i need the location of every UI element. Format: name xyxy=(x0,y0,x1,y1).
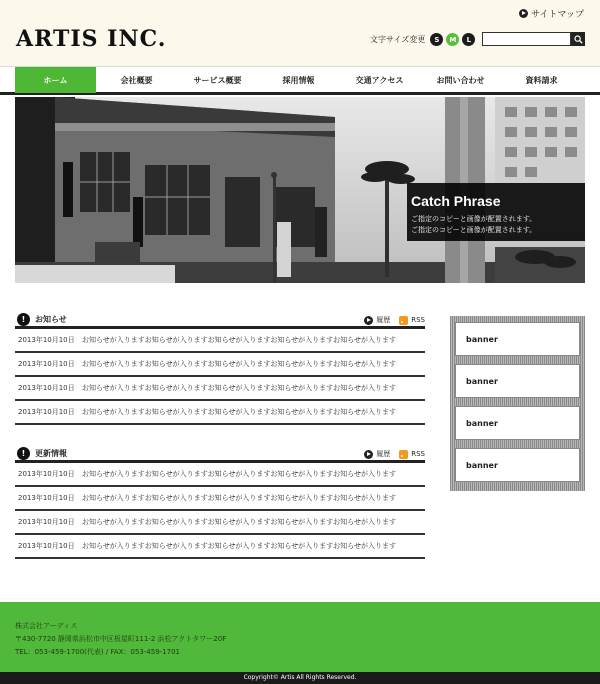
news-date: 2013年10月10日 xyxy=(18,408,75,416)
footer-address: 〒430-7720 静岡県浜松市中区板屋町111-2 浜松アクトタワー20F xyxy=(15,635,227,643)
sidebar-banner-1[interactable]: banner xyxy=(455,322,580,356)
search-button[interactable] xyxy=(571,32,585,46)
search-input[interactable] xyxy=(482,32,571,46)
news-text[interactable]: お知らせが入りますお知らせが入りますお知らせが入りますお知らせが入りますお知らせが入ります xyxy=(82,360,396,368)
sidebar-banner-3[interactable]: banner xyxy=(455,406,580,440)
news-date: 2013年10月10日 xyxy=(18,336,75,344)
updates-title: 更新情報 xyxy=(35,448,67,458)
news-title: お知らせ xyxy=(35,314,67,324)
updates-links xyxy=(364,449,425,459)
nav-item-contact[interactable]: お問い合わせ xyxy=(436,75,485,85)
updates-text[interactable]: お知らせが入りますお知らせが入りますお知らせが入りますお知らせが入りますお知らせが入ります xyxy=(82,494,396,502)
updates-rss-link[interactable]: RSS xyxy=(411,450,425,458)
updates-header xyxy=(15,446,425,463)
site-footer xyxy=(0,602,600,672)
news-text[interactable]: お知らせが入りますお知らせが入りますお知らせが入りますお知らせが入りますお知らせが入ります xyxy=(82,384,396,392)
nav-item-services[interactable]: サービス概要 xyxy=(193,75,242,85)
news-row[interactable] xyxy=(15,353,425,377)
updates-date: 2013年10月10日 xyxy=(18,542,75,550)
font-size-switcher xyxy=(370,33,475,46)
font-size-small-button[interactable]: S xyxy=(430,33,443,46)
arrow-right-icon xyxy=(364,450,373,459)
news-section xyxy=(15,312,425,425)
catch-phrase-line-1: ご指定のコピーと画像が配置されます。 xyxy=(411,215,537,223)
updates-row[interactable] xyxy=(15,487,425,511)
news-row[interactable] xyxy=(15,401,425,425)
footer-company: 株式会社アーディス xyxy=(15,622,78,630)
hero-banner xyxy=(15,97,585,283)
sidebar-banner-2[interactable]: banner xyxy=(455,364,580,398)
updates-row[interactable] xyxy=(15,463,425,487)
rss-icon xyxy=(399,450,408,459)
nav-item-recruit[interactable]: 採用情報 xyxy=(282,75,315,85)
font-size-medium-button[interactable]: M xyxy=(446,33,459,46)
updates-row[interactable] xyxy=(15,511,425,535)
sidebar-banners xyxy=(450,316,585,491)
catch-phrase-title: Catch Phrase xyxy=(411,193,501,209)
rss-icon xyxy=(399,316,408,325)
news-history-link[interactable]: 履歴 xyxy=(376,316,391,324)
font-size-label: 文字サイズ変更 xyxy=(370,35,426,44)
catch-phrase-box xyxy=(407,183,585,241)
news-date: 2013年10月10日 xyxy=(18,360,75,368)
updates-date: 2013年10月10日 xyxy=(18,518,75,526)
updates-text[interactable]: お知らせが入りますお知らせが入りますお知らせが入りますお知らせが入りますお知らせが入ります xyxy=(82,542,396,550)
nav-item-documents[interactable]: 資料請求 xyxy=(525,75,558,85)
sidebar-banner-4[interactable]: banner xyxy=(455,448,580,482)
arrow-right-icon xyxy=(364,316,373,325)
arrow-right-icon xyxy=(519,9,528,18)
news-text[interactable]: お知らせが入りますお知らせが入りますお知らせが入りますお知らせが入りますお知らせが入ります xyxy=(82,408,396,416)
copyright-bar: Copyright© Artis All Rights Reserved. xyxy=(0,672,600,684)
search-box xyxy=(482,32,585,46)
footer-tel: TEL：053-459-1700(代表) / FAX：053-459-1701 xyxy=(15,648,181,656)
news-row[interactable] xyxy=(15,329,425,353)
updates-row[interactable] xyxy=(15,535,425,559)
updates-date: 2013年10月10日 xyxy=(18,494,75,502)
font-size-large-button[interactable]: L xyxy=(462,33,475,46)
exclamation-icon: ! xyxy=(17,313,30,326)
updates-text[interactable]: お知らせが入りますお知らせが入りますお知らせが入りますお知らせが入りますお知らせが入ります xyxy=(82,470,396,478)
news-links xyxy=(364,315,425,325)
catch-phrase-line-2: ご指定のコピーと画像が配置されます。 xyxy=(411,226,537,234)
updates-section xyxy=(15,446,425,559)
sitemap-label: サイトマップ xyxy=(530,10,584,20)
global-nav xyxy=(0,66,600,95)
news-rss-link[interactable]: RSS xyxy=(411,316,425,324)
nav-item-home[interactable]: ホーム xyxy=(15,67,96,93)
nav-item-access[interactable]: 交通アクセス xyxy=(355,75,404,85)
updates-date: 2013年10月10日 xyxy=(18,470,75,478)
updates-history-link[interactable]: 履歴 xyxy=(376,450,391,458)
updates-text[interactable]: お知らせが入りますお知らせが入りますお知らせが入りますお知らせが入りますお知らせが入ります xyxy=(82,518,396,526)
news-date: 2013年10月10日 xyxy=(18,384,75,392)
site-logo[interactable]: ARTIS INC. xyxy=(16,26,167,52)
site-header xyxy=(0,0,600,66)
nav-item-company[interactable]: 会社概要 xyxy=(120,75,153,85)
news-header xyxy=(15,312,425,329)
exclamation-icon: ! xyxy=(17,447,30,460)
search-icon xyxy=(574,35,583,44)
news-text[interactable]: お知らせが入りますお知らせが入りますお知らせが入りますお知らせが入りますお知らせが入ります xyxy=(82,336,396,344)
sitemap-link[interactable] xyxy=(519,7,584,20)
news-row[interactable] xyxy=(15,377,425,401)
